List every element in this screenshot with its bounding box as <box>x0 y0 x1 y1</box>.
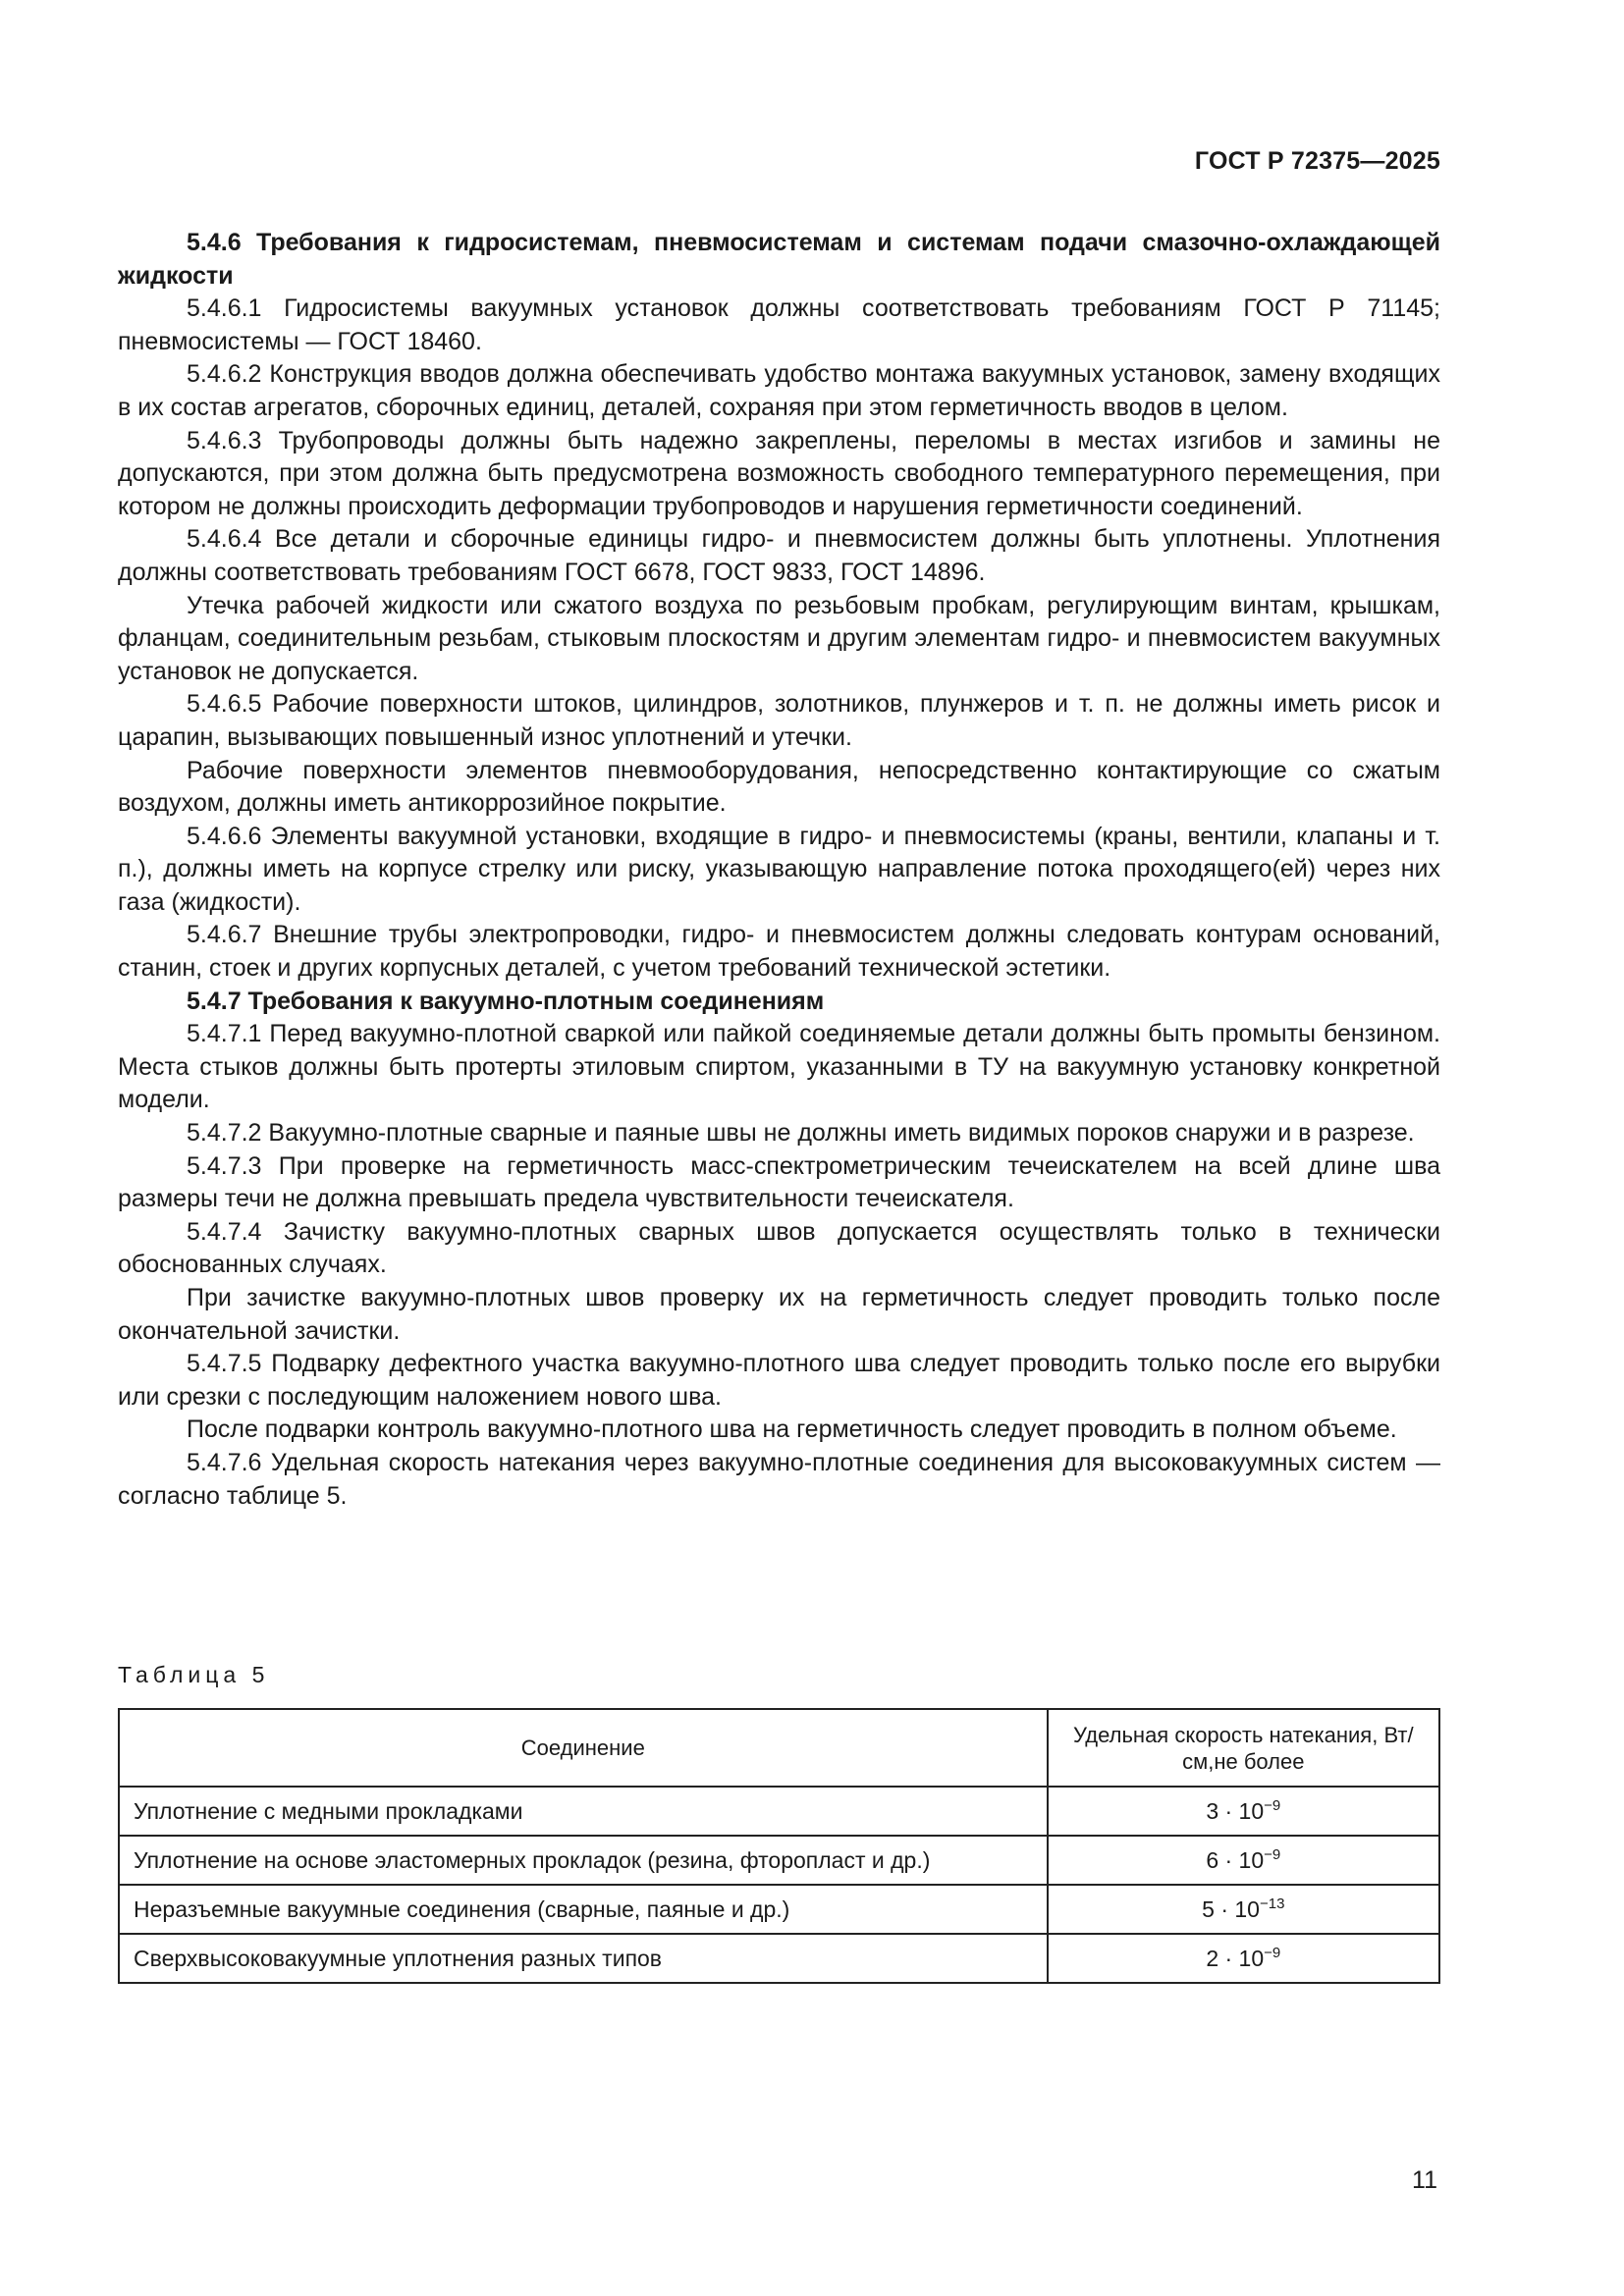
table-header-row <box>119 1709 1439 1787</box>
table-row <box>119 1787 1439 1836</box>
section-heading: 5.4.6 Требования к гидросистемам, пневмосистемам и системам подачи смазочно-охлаждающей жидкости <box>118 229 1440 290</box>
connection-cell: Уплотнение с медными прокладками <box>119 1787 1048 1836</box>
paragraph: 5.4.6.2 Конструкция вводов должна обеспечивать удобство монтажа вакуумных установок, замену входящих в их состав агрегатов, сборочных единиц, деталей, сохраняя при этом герметичность вводов в целом. <box>118 360 1440 421</box>
leak-rate-base: 5 · 10 <box>1202 1896 1260 1922</box>
paragraph: 5.4.7.3 При проверке на герметичность масс-спектрометрическим течеискателем на всей длине шва размеры течи не должна превышать предела чувствительности течеискателя. <box>118 1151 1440 1213</box>
leak-rate-exponent: −9 <box>1264 1845 1281 1863</box>
paragraph: 5.4.7.5 Подварку дефектного участка вакуумно-плотного шва следует проводить только после его вырубки или срезки с последующим наложением нового шва. <box>118 1350 1440 1411</box>
connection-cell: Неразъемные вакуумные соединения (сварные, паяные и др.) <box>119 1885 1048 1934</box>
table-caption: Таблица 5 <box>118 1662 270 1687</box>
leak-rate-base: 6 · 10 <box>1206 1846 1265 1873</box>
paragraph: 5.4.7.1 Перед вакуумно-плотной сваркой или пайкой соединяемые детали должны быть промыты бензином. Места стыков должны быть протерты этиловым спиртом, указанными в ТУ на вакуумную установку конкретной модели. <box>118 1020 1440 1114</box>
leak-rate-table <box>118 1708 1440 1984</box>
paragraph: 5.4.7.6 Удельная скорость натекания через вакуумно-плотные соединения для высоковакуумных систем — согласно таблице 5. <box>118 1448 1440 1510</box>
document-header: ГОСТ Р 72375—2025 <box>1194 147 1440 175</box>
paragraph: 5.4.6.4 Все детали и сборочные единицы гидро- и пневмосистем должны быть уплотнены. Уплотнения должны соответствовать требованиям ГОСТ 6678, ГОСТ 9833, ГОСТ 14896. <box>118 525 1440 586</box>
paragraph: Рабочие поверхности элементов пневмооборудования, непосредственно контактирующие со сжатым воздухом, должны иметь антикоррозийное покрытие. <box>118 756 1440 818</box>
paragraph: При зачистке вакуумно-плотных швов проверку их на герметичность следует проводить только после окончательной зачистки. <box>118 1284 1440 1345</box>
leak-rate-cell <box>1048 1787 1439 1836</box>
leak-rate-base: 2 · 10 <box>1206 1945 1265 1971</box>
column-header-connection: Соединение <box>119 1709 1048 1787</box>
paragraph: 5.4.6.1 Гидросистемы вакуумных установок должны соответствовать требованиям ГОСТ Р 71145; пневмосистемы — ГОСТ 18460. <box>118 294 1440 355</box>
body-text <box>118 227 1440 1513</box>
leak-rate-exponent: −9 <box>1264 1796 1281 1814</box>
table-row <box>119 1836 1439 1885</box>
leak-rate-cell <box>1048 1934 1439 1983</box>
table-row <box>119 1934 1439 1983</box>
paragraph: После подварки контроль вакуумно-плотного шва на герметичность следует проводить в полном объеме. <box>187 1415 1397 1444</box>
paragraph: 5.4.6.6 Элементы вакуумной установки, входящие в гидро- и пневмосистемы (краны, вентили, клапаны и т. п.), должны иметь на корпусе стрелку или риску, указывающую направление потока проходящего(ей) через них газа (жидкости). <box>118 822 1440 916</box>
connection-cell: Уплотнение на основе эластомерных прокладок (резина, фторопласт и др.) <box>119 1836 1048 1885</box>
leak-rate-exponent: −13 <box>1259 1895 1285 1912</box>
table-row <box>119 1885 1439 1934</box>
leak-rate-exponent: −9 <box>1264 1944 1281 1961</box>
paragraph: 5.4.6.7 Внешние трубы электропроводки, гидро- и пневмосистем должны следовать контурам оснований, станин, стоек и других корпусных деталей, с учетом требований технической эстетики. <box>118 921 1440 983</box>
column-header-leak-rate: Удельная скорость натекания, Вт/см,не более <box>1048 1709 1439 1787</box>
section-heading: 5.4.7 Требования к вакуумно-плотным соединениям <box>187 987 825 1015</box>
paragraph: Утечка рабочей жидкости или сжатого воздуха по резьбовым пробкам, регулирующим винтам, крышкам, фланцам, соединительным резьбам, стыковым плоскостям и другим элементам гидро- и пневмосистем вакуумных установок не допускается. <box>118 591 1440 685</box>
paragraph: 5.4.7.4 Зачистку вакуумно-плотных сварных швов допускается осуществлять только в технически обоснованных случаях. <box>118 1217 1440 1279</box>
leak-rate-base: 3 · 10 <box>1206 1797 1265 1824</box>
paragraph: 5.4.6.3 Трубопроводы должны быть надежно закреплены, переломы в местах изгибов и замины не допускаются, при этом должна быть предусмотрена возможность свободного температурного перемещения, при котором не должны происходить деформации трубопроводов и нарушения герметичности соединений. <box>118 426 1440 520</box>
connection-cell: Сверхвысоковакуумные уплотнения разных типов <box>119 1934 1048 1983</box>
paragraph: 5.4.7.2 Вакуумно-плотные сварные и паяные швы не должны иметь видимых пороков снаружи и в разрезе. <box>187 1119 1415 1148</box>
page-number: 11 <box>1412 2166 1437 2194</box>
leak-rate-cell <box>1048 1836 1439 1885</box>
leak-rate-cell <box>1048 1885 1439 1934</box>
paragraph: 5.4.6.5 Рабочие поверхности штоков, цилиндров, золотников, плунжеров и т. п. не должны иметь рисок и царапин, вызывающих повышенный износ уплотнений и утечки. <box>118 690 1440 751</box>
